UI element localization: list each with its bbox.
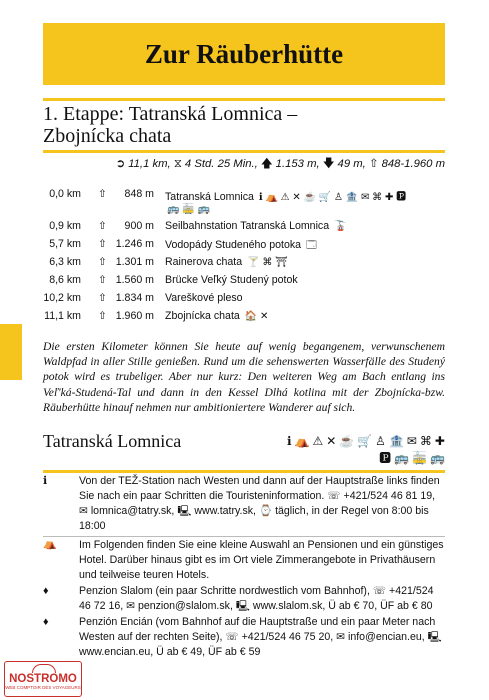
stat-distance: 11,1 km, [128,158,171,170]
info-entry [43,615,445,660]
diamond-bullet-icon: ♦ [43,585,49,597]
viewpoint-icon: 🗔 [306,240,317,251]
route-row [43,274,445,292]
info-entry-text: Penzión Encián (vom Bahnhof auf die Hauptstraße und ein paar Meter nach Westen auf der rechten Seite), ☏ +421/524 46 75 20, ✉ info@encian.eu, 🖳 www.encian.eu, Ü ab € 49, ÜF ab € 59 [79,616,442,658]
info-entry [43,536,445,583]
route-place [165,292,450,304]
route-elevation: 1.560 m [115,274,154,286]
route-distance: 8,6 km [49,274,81,286]
section-amenity-icons [285,433,445,467]
stat-time: 4 Std. 25 Min., [184,158,258,170]
stat-descent: 49 m, [337,158,366,170]
transport-icons: 🚌 🚋 🚌 [167,204,210,215]
logo-name: NOSTROMO [9,673,77,685]
route-loop-icon: ➲ [115,158,126,170]
descent-arrow-icon: 🡇 [322,158,335,170]
stat-elevation: 848-1.960 m [381,158,445,170]
ascent-arrow-icon: 🡅 [260,158,273,170]
elevation-icon: ⇧ [98,188,107,200]
route-row [43,292,445,310]
intro-paragraph: Die ersten Kilometer können Sie heute auf wenig begangenem, verwunschenem Waldpfad in aller Stille genießen. Rund um die sehenswerten Wasserfälle des Studený potok wird es trubeliger. Aber nur kurz: Den weiteren Weg am Bach entlang ins Veľ'ká-Studená-Tal und dann in den Kessel Dlhá kotlina mit der Zbojnícka-bzw. Räuberhütte hinauf nehmen nur ambitioniertere Wanderer auf sich. [43,340,445,414]
info-icon: ℹ [43,475,48,487]
route-place [165,220,450,232]
elevation-icon: ⇧ [368,158,379,170]
info-entry-text: Penzion Slalom (ein paar Schritte nordwestlich vom Bahnhof), ☏ +421/524 46 72 16, ✉ penzion@slalom.sk, 🖳 www.slalom.sk, Ü ab € 70, ÜF ab € 80 [79,585,434,612]
route-row [43,310,445,328]
route-elevation: 848 m [124,188,154,200]
section-title: Tatranská Lomnica [43,431,182,451]
elevation-icon: ⇧ [98,220,107,232]
bed-icon: ⛺ [43,538,57,550]
info-entries [43,474,445,661]
stage-stats [43,150,445,175]
route-elevation: 1.834 m [115,292,154,304]
route-row [43,188,445,220]
elevation-icon: ⇧ [98,256,107,268]
nostromo-logo [4,661,82,697]
route-table [43,188,445,328]
stage-title [43,98,445,147]
info-entry [43,474,445,534]
section-header [43,428,445,473]
elevation-icon: ⇧ [98,310,107,322]
chapter-header [43,23,445,85]
dome-icon [32,664,56,673]
amenity-icons-row1: ℹ ⛺ ⚠ ✕ ☕ 🛒 ♙ 🏦 ✉ ⌘ ✚ [286,434,445,448]
info-entry-text: Von der TEŽ-Station nach Westen und dann auf der Hauptstraße links finden Sie nach ein paar Schritten die Touristeninformation. ☏ +421/524 46 81 19, ✉ lomnica@tatry.sk, 🖳 www.tatry.sk, ⌚ täglich, in der Regel von 8:00 bis 18:00 [79,475,440,532]
stage-title-line2: Zbojnícka chata [43,125,172,147]
amenity-icons: 🍸 ⌘ ⛩ [247,257,288,268]
route-place [165,188,450,215]
amenity-icons-row2: 🅿 🚌 🚋 🚌 [379,451,445,465]
hut-icons: 🏠 ✕ [244,311,269,322]
stage-title-line1: 1. Etappe: Tatranská Lomnica – [43,103,298,125]
route-place-name: Tatranská Lomnica [165,191,254,203]
route-place-name: Brücke Veľký Studený potok [165,274,298,286]
route-place-name: Vodopády Studeného potoka [165,239,302,251]
info-entry-text: Im Folgenden finden Sie eine kleine Auswahl an Pensionen und ein günstiges Hotel. Darüber hinaus gibt es im Ort viele Zimmerangebote in Privathäusern und teilweise teuren Hotels. [79,539,444,581]
info-entry [43,584,445,614]
route-distance: 5,7 km [49,238,81,250]
route-distance: 6,3 km [49,256,81,268]
route-place [165,274,450,286]
elevation-icon: ⇧ [98,274,107,286]
hourglass-icon: ⧖ [173,158,182,170]
route-elevation: 1.301 m [115,256,154,268]
route-row [43,220,445,238]
chapter-title: Zur Räuberhütte [144,39,344,69]
route-distance: 0,0 km [49,188,81,200]
route-place-name: Zbojnícka chata [165,310,240,322]
logo-tagline: WEB COMPTOIR DES VOYAGEURS [5,685,81,690]
route-place [165,310,450,322]
elevation-icon: ⇧ [98,292,107,304]
side-tab-marker [0,324,22,380]
route-row [43,238,445,256]
route-place-name: Seilbahnstation Tatranská Lomnica [165,220,330,232]
amenity-icons: ℹ ⛺ ⚠ ✕ ☕ 🛒 ♙ 🏦 ✉ ⌘ ✚ 🅿 [258,192,407,203]
route-distance: 11,1 km [44,310,81,322]
route-elevation: 900 m [124,220,154,232]
route-elevation: 1.960 m [115,310,154,322]
route-row [43,256,445,274]
route-place [165,256,450,268]
route-elevation: 1.246 m [115,238,154,250]
elevation-icon: ⇧ [98,238,107,250]
cable-car-icon: 🚡 [334,221,347,232]
route-place-name: Vareškové pleso [165,292,243,304]
diamond-bullet-icon: ♦ [43,616,49,628]
stat-ascent: 1.153 m, [275,158,320,170]
route-place [165,238,450,255]
route-place-name: Rainerova chata [165,256,243,268]
route-distance: 10,2 km [43,292,81,304]
route-distance: 0,9 km [49,220,81,232]
